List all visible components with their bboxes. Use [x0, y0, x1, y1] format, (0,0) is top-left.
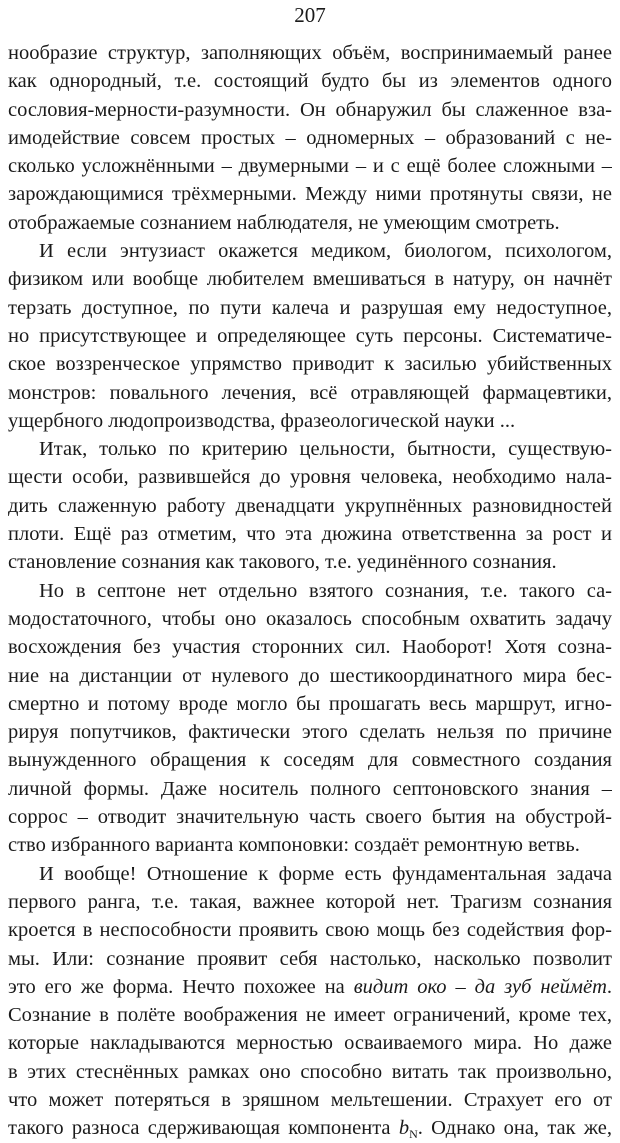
text-line: вынужденного обращения к соседям для совместного создания	[8, 749, 612, 772]
text-fragment: такого разноса сдерживающая компонента	[8, 1117, 399, 1140]
text-fragment: . Однако она, так же,	[417, 1117, 612, 1140]
text-line: имодействие совсем простых – одномерных – образований с не-	[8, 126, 612, 149]
text-line: первого ранга, т.е. такая, важнее которой нет. Трагизм сознания	[8, 890, 612, 913]
text-line: соррос – отводит значительную часть своего бытия на обустрой-	[8, 806, 612, 829]
symbol-subscript: N	[409, 1127, 418, 1142]
text-line: мы. Или: сознание проявит себя настолько, насколько позволит	[8, 947, 612, 970]
text-line: монстров: повального лечения, всё отравляющей фармацевтики,	[8, 381, 612, 404]
text-line: отображаемые сознанием наблюдателя, не умеющим смотреть.	[8, 211, 560, 234]
formula-symbol	[398, 1117, 418, 1142]
text-line: Сознание в полёте воображения не имеет ограничений, кроме тех,	[8, 1004, 612, 1027]
text-line: сколько усложнёнными – двумерными – и с ещё более сложными –	[8, 155, 612, 178]
text-line	[8, 973, 612, 1001]
text-line: ство избранного варианта компоновки: создаёт ремонтную ветвь.	[8, 834, 580, 857]
text-line: личной формы. Даже носитель полного септоновского знания –	[8, 777, 612, 800]
text-line: сословия-мерности-разумности. Он обнаружил бы слаженное вза-	[8, 98, 612, 121]
text-line: что может потеряться в зряшном мельтешении. Страхует его от	[8, 1088, 612, 1111]
text-line: И если энтузиаст окажется медиком, биологом, психологом,	[39, 240, 612, 263]
text-line: терзать доступное, по пути калеча и разрушая ему недоступное,	[8, 296, 612, 319]
text-line: которые накладываются мерностью осваиваемого мира. Но даже	[8, 1032, 612, 1055]
text-line: модостаточного, чтобы оно оказалось способным охватить задачу	[8, 607, 612, 630]
text-line: щести особи, развившейся до уровня человека, необходимо нала-	[8, 466, 612, 489]
text-line: ское воззренческое упрямство приводит к засилью убийственных	[8, 353, 612, 376]
text-line: ущербного людопроизводства, фразеологической науки ...	[8, 409, 516, 432]
italic-quote: видит око – да зуб неймёт	[353, 975, 607, 998]
text-fragment: это его же форма. Нечто похожее на	[8, 975, 354, 998]
text-line: кроется в неспособности проявить свою мощь без содействия фор-	[8, 919, 612, 942]
page-number: 207	[294, 3, 326, 27]
text-line: Но в септоне нет отдельно взятого сознания, т.е. такого са-	[39, 579, 612, 602]
text-line: восхождения без участия сторонних сил. Наоборот! Хотя созна-	[8, 636, 612, 659]
text-line: в этих стеснённых рамках оно способно витать так произвольно,	[8, 1060, 612, 1083]
text-line: ние на дистанции от нулевого до шестикоординатного мира бес-	[8, 664, 612, 687]
text-line: но присутствующее и определяющее суть персоны. Систематиче-	[8, 324, 612, 347]
text-line: дить слаженную работу двенадцати укрупнённых разновидностей	[8, 494, 612, 517]
text-line: И вообще! Отношение к форме есть фундаментальная задача	[39, 862, 612, 885]
symbol-base: b	[398, 1117, 410, 1140]
text-line: как однородный, т.е. состоящий будто бы из элементов одного	[8, 70, 612, 93]
text-line: смертно и потому вроде могло бы прошагать весь маршрут, игно-	[8, 692, 612, 715]
text-line: зарождающимися трёхмерными. Между ними протянуты связи, не	[8, 183, 612, 206]
text-line	[8, 1114, 612, 1142]
paragraph-lines	[8, 39, 612, 973]
text-line: физиком или вообще любителем вмешиваться в натуру, он начнёт	[8, 268, 612, 291]
text-line: нообразие структур, заполняющих объём, воспринимаемый ранее	[8, 42, 612, 64]
text-fragment: .	[606, 975, 612, 998]
text-line: рируя попутчиков, фактически этого сделать нельзя по причине	[8, 721, 612, 744]
text-line: становление сознания как такового, т.е. уединённого сознания.	[8, 551, 557, 574]
text-line: Итак, только по критерию цельности, бытности, существую-	[39, 438, 612, 461]
body-text	[8, 39, 612, 1143]
text-line: плоти. Ещё раз отметим, что эта дюжина ответственна за рост и	[8, 523, 612, 546]
